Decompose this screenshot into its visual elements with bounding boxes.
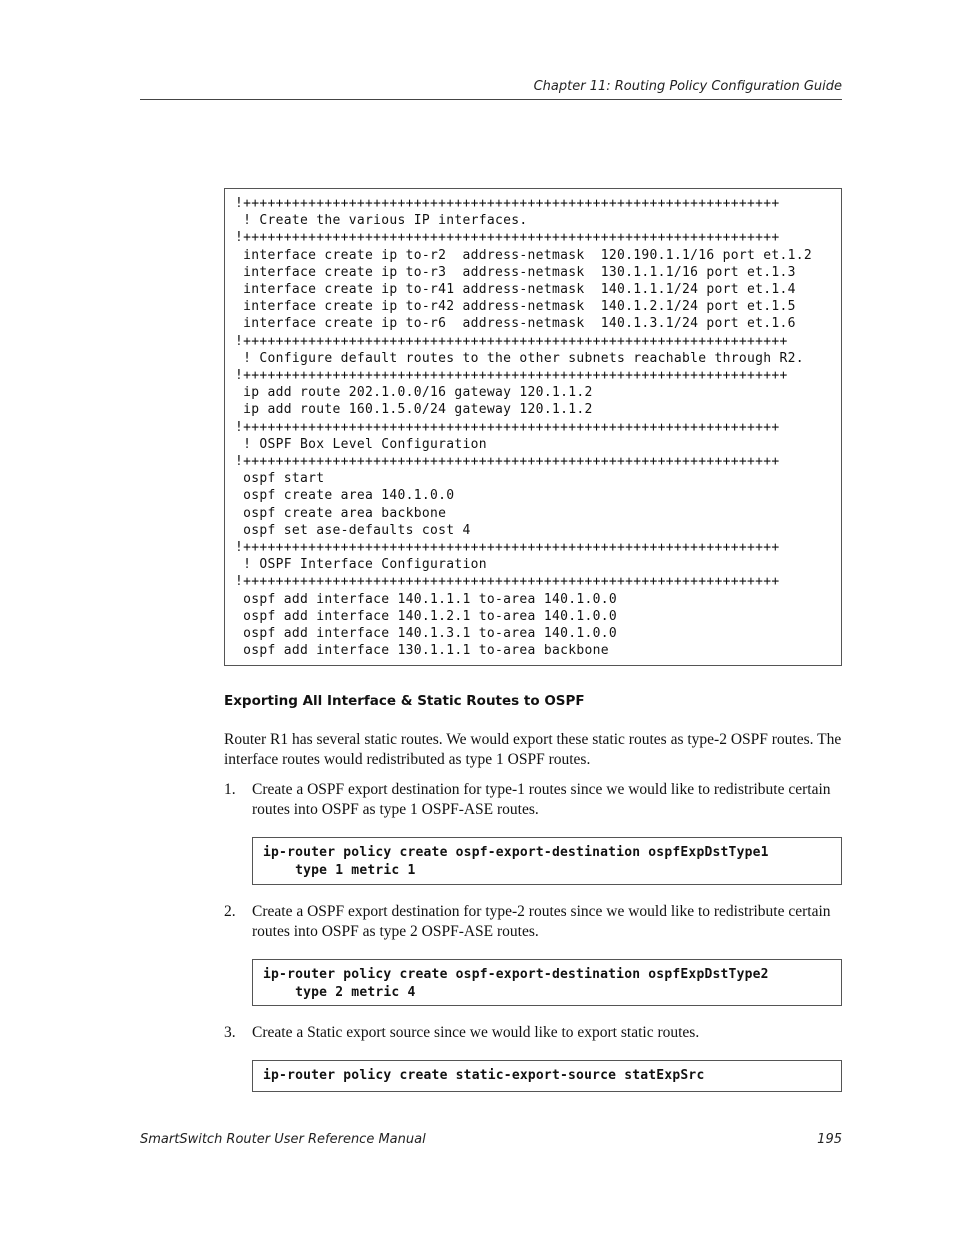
code-line: ospf add interface 140.1.3.1 to-area 140.1.0.0 bbox=[235, 626, 617, 642]
section-heading: Exporting All Interface & Static Routes to OSPF bbox=[224, 693, 585, 709]
code-line: ip-router policy create ospf-export-destination ospfExpDstType1 bbox=[263, 845, 769, 860]
footer-manual-title: SmartSwitch Router User Reference Manual bbox=[140, 1132, 426, 1147]
step-3-code-block bbox=[252, 1060, 842, 1092]
code-line: !++++++++++++++++++++++++++++++++++++++++++++++++++++++++++++++++++ bbox=[235, 540, 780, 556]
code-line: ip add route 160.1.5.0/24 gateway 120.1.1.2 bbox=[235, 402, 593, 418]
config-code-block bbox=[224, 188, 842, 666]
code-line: ! Configure default routes to the other subnets reachable through R2. bbox=[235, 350, 804, 366]
code-line: !++++++++++++++++++++++++++++++++++++++++++++++++++++++++++++++++++ bbox=[235, 454, 780, 470]
step-number: 3. bbox=[224, 1024, 236, 1041]
code-line: type 2 metric 4 bbox=[263, 984, 416, 1000]
code-line: ip add route 202.1.0.0/16 gateway 120.1.1.2 bbox=[235, 385, 593, 401]
code-line: interface create ip to-r42 address-netmask 140.1.2.1/24 port et.1.5 bbox=[235, 299, 796, 315]
code-line: ip-router policy create static-export-source statExpSrc bbox=[263, 1068, 705, 1083]
chapter-title: Chapter 11: Routing Policy Configuration Guide bbox=[533, 79, 842, 94]
step-text: Create a OSPF export destination for type-1 routes since we would like to redistribute certain routes into OSPF as type 1 OSPF-ASE routes. bbox=[252, 781, 831, 818]
code-line: interface create ip to-r41 address-netmask 140.1.1.1/24 port et.1.4 bbox=[235, 282, 796, 298]
code-line: ! OSPF Box Level Configuration bbox=[235, 436, 487, 452]
code-line: !++++++++++++++++++++++++++++++++++++++++++++++++++++++++++++++++++ bbox=[235, 419, 780, 435]
code-line: ! Create the various IP interfaces. bbox=[235, 213, 528, 229]
code-line: type 1 metric 1 bbox=[263, 862, 416, 878]
step-1-code-block bbox=[252, 837, 842, 885]
step-number: 2. bbox=[224, 903, 236, 920]
code-line: !+++++++++++++++++++++++++++++++++++++++++++++++++++++++++++++++++++ bbox=[235, 333, 788, 349]
step-text: Create a Static export source since we would like to export static routes. bbox=[252, 1024, 700, 1041]
page-header bbox=[140, 79, 842, 100]
code-line: ospf add interface 140.1.2.1 to-area 140.1.0.0 bbox=[235, 608, 617, 624]
code-line: ospf set ase-defaults cost 4 bbox=[235, 522, 471, 538]
code-line: interface create ip to-r6 address-netmask 140.1.3.1/24 port et.1.6 bbox=[235, 316, 796, 332]
code-line: ospf create area 140.1.0.0 bbox=[235, 488, 455, 504]
intro-paragraph: Router R1 has several static routes. We would export these static routes as type-2 OSPF routes. The interface routes would redistributed as type 1 OSPF routes. bbox=[224, 731, 842, 768]
footer-page-number: 195 bbox=[817, 1132, 842, 1147]
step-number: 1. bbox=[224, 781, 236, 798]
code-line: !++++++++++++++++++++++++++++++++++++++++++++++++++++++++++++++++++ bbox=[235, 574, 780, 590]
code-line: !+++++++++++++++++++++++++++++++++++++++++++++++++++++++++++++++++++ bbox=[235, 368, 788, 384]
code-line: interface create ip to-r3 address-netmask 130.1.1.1/16 port et.1.3 bbox=[235, 264, 796, 280]
code-line: interface create ip to-r2 address-netmask 120.190.1.1/16 port et.1.2 bbox=[235, 247, 812, 263]
code-line: ip-router policy create ospf-export-destination ospfExpDstType2 bbox=[263, 967, 769, 982]
code-line: ospf add interface 140.1.1.1 to-area 140.1.0.0 bbox=[235, 591, 617, 607]
code-line: ospf start bbox=[235, 471, 325, 487]
step-2-code-block bbox=[252, 959, 842, 1006]
code-line: ! OSPF Interface Configuration bbox=[235, 557, 487, 573]
code-line: ospf add interface 130.1.1.1 to-area backbone bbox=[235, 643, 609, 659]
code-line: ospf create area backbone bbox=[235, 505, 447, 521]
code-line: !++++++++++++++++++++++++++++++++++++++++++++++++++++++++++++++++++ bbox=[235, 196, 780, 211]
code-line: !++++++++++++++++++++++++++++++++++++++++++++++++++++++++++++++++++ bbox=[235, 230, 780, 246]
step-text: Create a OSPF export destination for type-2 routes since we would like to redistribute certain routes into OSPF as type 2 OSPF-ASE routes. bbox=[252, 903, 831, 940]
